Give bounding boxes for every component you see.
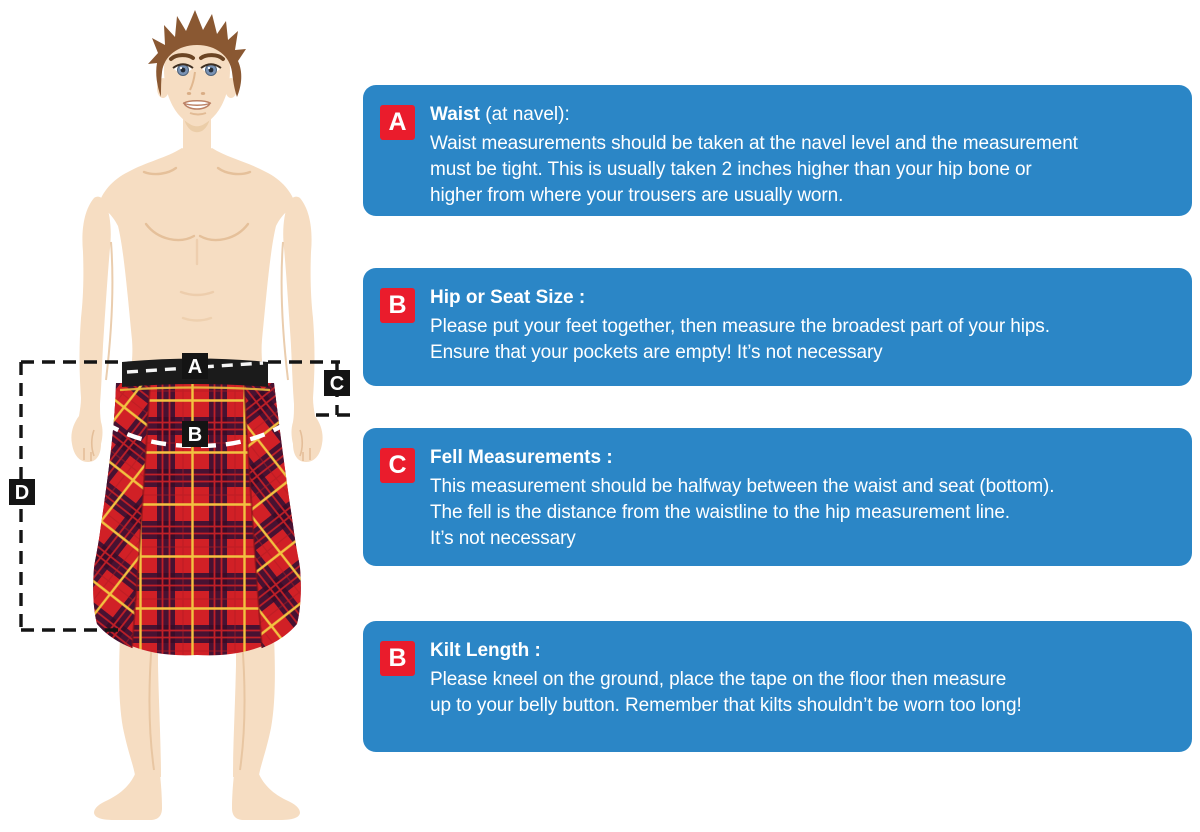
marker-c — [324, 370, 350, 396]
info-title-hip: Hip or Seat Size : — [430, 287, 586, 308]
info-text-line: Ensure that your pockets are empty! It’s not necessary — [430, 342, 883, 363]
info-title-kilt-length: Kilt Length : — [430, 640, 541, 661]
info-text-line: must be tight. This is usually taken 2 inches higher than your hip bone or — [430, 159, 1032, 180]
info-title-waist: Waist (at navel): — [430, 104, 570, 125]
info-title-fell: Fell Measurements : — [430, 447, 613, 468]
info-text-line: Waist measurements should be taken at the navel level and the measurement — [430, 133, 1078, 154]
badge-waist: A — [380, 105, 415, 140]
svg-text:A: A — [187, 356, 203, 378]
man-head — [148, 10, 246, 161]
marker-d — [9, 479, 35, 505]
kilt-man-illustration — [0, 0, 365, 832]
marker-a — [182, 353, 208, 379]
badge-hip: B — [380, 288, 415, 323]
info-box-hip — [363, 268, 1192, 386]
info-text-line: higher from where your trousers are usually worn. — [430, 185, 844, 206]
info-text-line: up to your belly button. Remember that kilts shouldn’t be worn too long! — [430, 695, 1022, 716]
info-text-line: The fell is the distance from the waistline to the hip measurement line. — [430, 502, 1010, 523]
man-torso — [98, 148, 296, 385]
info-box-waist — [363, 85, 1192, 216]
marker-b — [182, 421, 208, 447]
svg-text:C: C — [329, 373, 345, 395]
info-box-kilt-length — [363, 621, 1192, 752]
right-foot — [232, 772, 300, 820]
kilt — [93, 359, 301, 656]
badge-kilt-length: B — [380, 641, 415, 676]
info-text-line: Please kneel on the ground, place the tape on the floor then measure — [430, 669, 1007, 690]
svg-text:B: B — [187, 424, 203, 446]
left-foot — [94, 772, 162, 820]
info-box-fell — [363, 428, 1192, 566]
info-text-line: It’s not necessary — [430, 528, 576, 549]
badge-fell: C — [380, 448, 415, 483]
info-text-line: Please put your feet together, then measure the broadest part of your hips. — [430, 316, 1050, 337]
svg-text:D: D — [14, 482, 30, 504]
info-text-line: This measurement should be halfway between the waist and seat (bottom). — [430, 476, 1055, 497]
